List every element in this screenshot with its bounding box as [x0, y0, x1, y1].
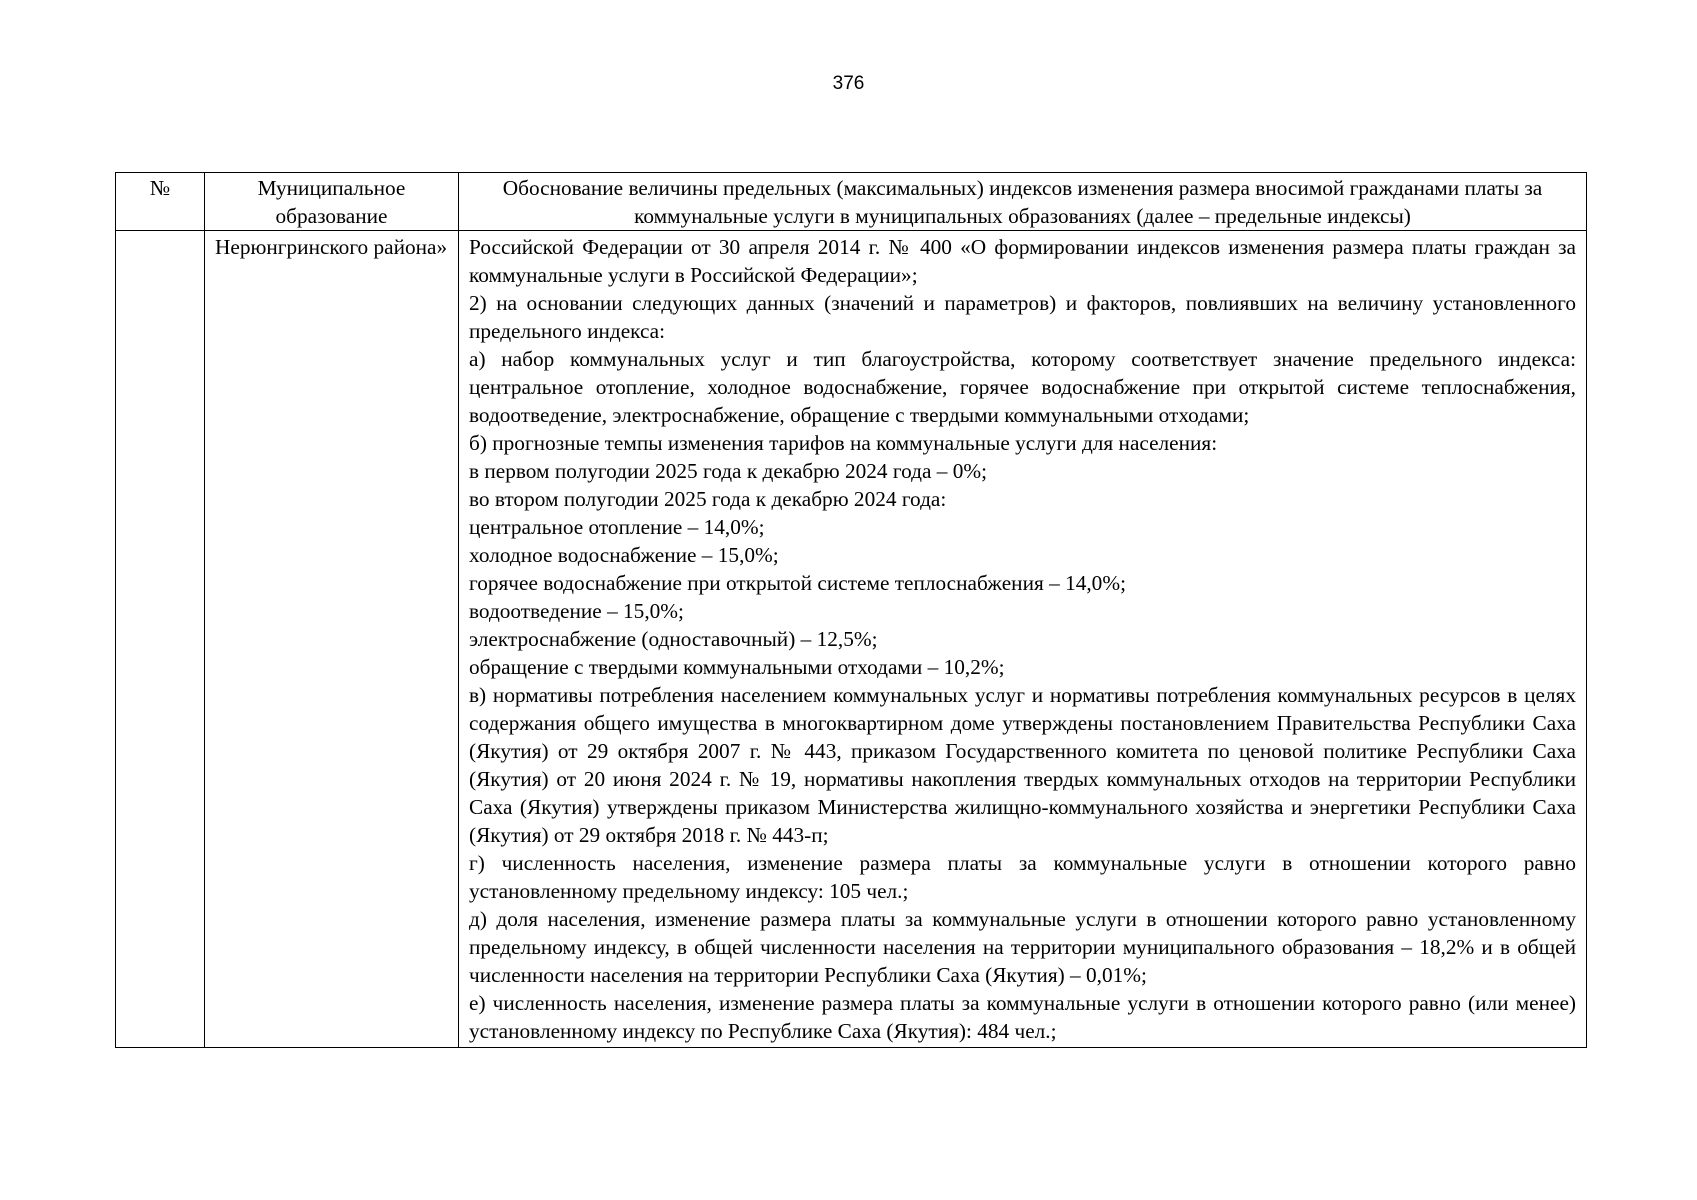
header-number: № [116, 173, 205, 231]
paragraph: г) численность населения, изменение размера платы за коммунальные услуги в отношении которого равно установленному предельному индексу: 105 чел.; [469, 851, 1576, 903]
paragraph: 2) на основании следующих данных (значений и параметров) и факторов, повлиявших на величину установленного предельного индекса: [469, 291, 1576, 343]
paragraph: а) набор коммунальных услуг и тип благоустройства, которому соответствует значение предельного индекса: центральное отопление, холодное водоснабжение, горячее водоснабжение при открытой системе теплоснабжения, водоотведение, электроснабжение, обращение с твердыми коммунальными отходами; [469, 347, 1576, 427]
paragraph: д) доля населения, изменение размера платы за коммунальные услуги в отношении которого равно установленному предельному индексу, в общей численности населения на территории муниципального образования – 18,2% и в общей численности населения на территории Республики Саха (Якутия) – 0,01%; [469, 907, 1576, 987]
paragraph: Российской Федерации от 30 апреля 2014 г. № 400 «О формировании индексов изменения размера платы граждан за коммунальные услуги в Российской Федерации»; [469, 235, 1576, 287]
paragraph: холодное водоснабжение – 15,0%; [469, 543, 779, 567]
paragraph: горячее водоснабжение при открытой системе теплоснабжения – 14,0%; [469, 571, 1126, 595]
header-municipality: Муниципальное образование [205, 173, 459, 231]
paragraph: в первом полугодии 2025 года к декабрю 2024 года – 0%; [469, 459, 988, 483]
paragraph: центральное отопление – 14,0%; [469, 515, 765, 539]
row-justification-cell [459, 231, 1587, 1048]
paragraph: водоотведение – 15,0%; [469, 599, 684, 623]
paragraph: обращение с твердыми коммунальными отходами – 10,2%; [469, 655, 1005, 679]
row-municipality-cell: Нерюнгринского района» [205, 231, 459, 1048]
row-number-cell [116, 231, 205, 1048]
table-row [116, 231, 1587, 1048]
page-number: 376 [832, 73, 865, 94]
table-header-row [116, 173, 1587, 231]
header-justification: Обоснование величины предельных (максимальных) индексов изменения размера вносимой гражданами платы за коммунальные услуги в муниципальных образованиях (далее – предельные индексы) [459, 173, 1587, 231]
paragraph: электроснабжение (одноставочный) – 12,5%; [469, 627, 878, 651]
tariff-index-table [115, 172, 1587, 1048]
paragraph: в) нормативы потребления населением коммунальных услуг и нормативы потребления коммунальных ресурсов в целях содержания общего имущества в многоквартирном доме утверждены постановлением Правительства Республики Саха (Якутия) от 29 октября 2007 г. № 443, приказом Государственного комитета по ценовой политике Республики Саха (Якутия) от 20 июня 2024 г. № 19, нормативы накопления твердых коммунальных отходов на территории Республики Саха (Якутия) утверждены приказом Министерства жилищно-коммунального хозяйства и энергетики Республики Саха (Якутия) от 29 октября 2018 г. № 443-п; [469, 683, 1576, 847]
paragraph: б) прогнозные темпы изменения тарифов на коммунальные услуги для населения: [469, 431, 1218, 455]
paragraph: во втором полугодии 2025 года к декабрю 2024 года: [469, 487, 947, 511]
paragraph: е) численность населения, изменение размера платы за коммунальные услуги в отношении которого равно (или менее) установленному индексу по Республике Саха (Якутия): 484 чел.; [469, 991, 1576, 1043]
